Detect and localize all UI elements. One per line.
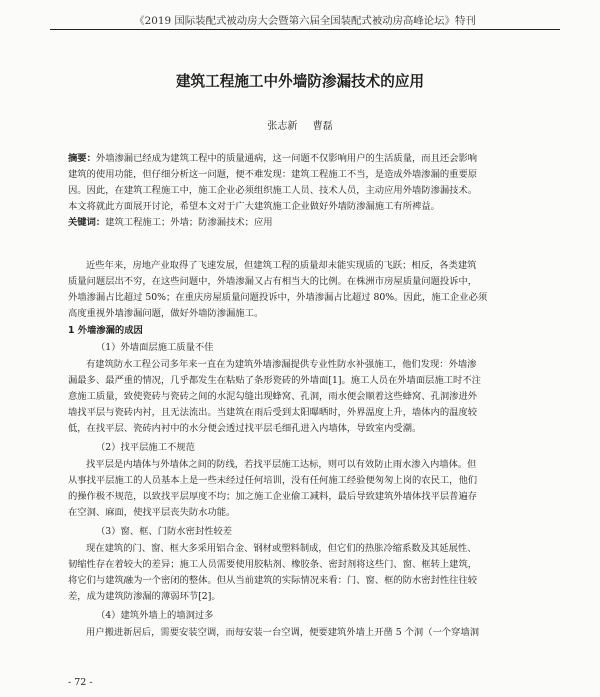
author-2: 曹磊: [312, 121, 333, 132]
abstract-label: 摘要：: [68, 153, 96, 164]
subheading-2: （2）找平层施工不规范: [96, 442, 195, 453]
para3-line-4: 差，成为建筑防渗漏的薄弱环节[2]。: [68, 591, 221, 602]
subheading-4: （4）建筑外墙上的墙洞过多: [96, 610, 214, 621]
page-number: - 72 -: [68, 677, 93, 688]
para1-line-3: 意施工质量，致使瓷砖与瓷砖之间的水泥勾缝出现蜂窝、孔洞，雨水便会顺着这些蜂窝、孔洞渗进外: [68, 391, 478, 402]
subheading-3: （3）窗、框、门防水密封性较差: [96, 526, 233, 537]
para2-line-3: 的操作极不规范，以致找平层厚度不均；加之施工企业偷工减料，最后导致建筑外墙体找平层普遍存: [68, 491, 478, 502]
para2-line-2: 从事找平层施工的人员基本上是一些未经过任何培训，没有任何施工经验便匆匆上岗的农民工，他们: [68, 475, 478, 486]
subheading-1: （1）外墙面层施工质量不佳: [96, 342, 214, 353]
para1-line-4: 墙找平层与瓷砖内衬，且无法流出。当建筑在雨后受到太阳曝晒时，外界温度上升，墙体内的温度较: [68, 407, 478, 418]
intro-line-3: 外墙渗漏占比超过 50%；在重庆房屋质量问题投诉中，外墙渗漏占比超过 80%。因此，施工企业必须: [68, 292, 488, 303]
para2-line-4: 在空洞、麻面，使找平层丧失防水功能。: [68, 507, 236, 518]
keywords-line: [68, 216, 273, 229]
paper-title: 建筑工程施工中外墙防渗漏技术的应用: [175, 73, 425, 90]
para3-line-3: 将它们与建筑融为一个密闭的整体。但从当前建筑的实际情况来看：门、窗、框的防水密封性往往较: [68, 575, 478, 586]
para1-line-1: 有建筑防水工程公司多年来一直在为建筑外墙渗漏提供专业性防水补强施工，他们发现：外墙渗: [86, 359, 477, 370]
intro-line-1: 近些年来，房地产业取得了飞速发展，但建筑工程的质量却未能实现质的飞跃；相反，各类建筑: [86, 260, 477, 271]
authors: [0, 117, 600, 132]
abstract-line-3: 因。因此，在建筑工程施工中，施工企业必须组织施工人员、技术人员，主动应用外墙防渗漏技术。: [68, 185, 478, 196]
intro-line-2: 质量问题层出不穷，在这些问题中，外墙渗漏又占有相当大的比例。在株洲市房屋质量问题投诉中，: [68, 276, 478, 287]
running-header: 《2019 国际装配式被动房大会暨第六届全国装配式被动房高峰论坛》特刊: [134, 15, 476, 27]
para3-line-1: 现在建筑的门、窗、框大多采用铝合金、钢材或塑料制成，但它们的热胀冷缩系数及其延展性、: [86, 543, 477, 554]
para1-line-5: 低，在找平层、瓷砖内衬中的水分便会透过找平层毛细孔进入内墙体，导致室内受潮。: [68, 423, 422, 434]
author-1: 张志新: [267, 121, 298, 132]
abstract-line-1: 摘要：外墙渗漏已经成为建筑工程中的质量通病，这一问题不仅影响用户的生活质量，而且还会影响: [68, 153, 478, 164]
keywords-label: 关键词：: [68, 217, 106, 228]
para3-line-2: 韧缩性存在着较大的差异；施工人员需要使用胶粘剂、橡胶条、密封剂将这些门、窗、框转上建筑，: [68, 559, 478, 570]
abstract-line-2: 建筑的使用功能，但仔细分析这一问题，便不难发现：建筑工程施工不当，是造成外墙渗漏的重要原: [68, 169, 478, 180]
para2-line-1: 找平层是内墙体与外墙体之间的防线，若找平层施工达标，则可以有效防止雨水渗入内墙体。但: [86, 459, 477, 470]
section-heading-1: 1 外墙渗漏的成因: [68, 325, 143, 336]
para1-line-2: 漏最多、最严重的情况，几乎都发生在粘贴了条形瓷砖的外墙面[1]。施工人员在外墙面层施工时不注: [68, 375, 481, 386]
header-rule: [50, 29, 560, 30]
abstract-line-4: 本文将就此方面展开讨论，希望本文对于广大建筑施工企业做好外墙防渗漏施工有所裨益。: [68, 201, 440, 212]
para4-line-1: 用户搬进新居后，需要安装空调，而每安装一台空调，便要建筑外墙上开凿 5 个洞（一个穿墙洞: [86, 627, 479, 638]
intro-line-4: 高度重视外墙渗漏问题，做好外墙防渗漏施工。: [68, 308, 264, 319]
keywords: 建筑工程施工；外墙；防渗漏技术；应用: [105, 217, 273, 228]
